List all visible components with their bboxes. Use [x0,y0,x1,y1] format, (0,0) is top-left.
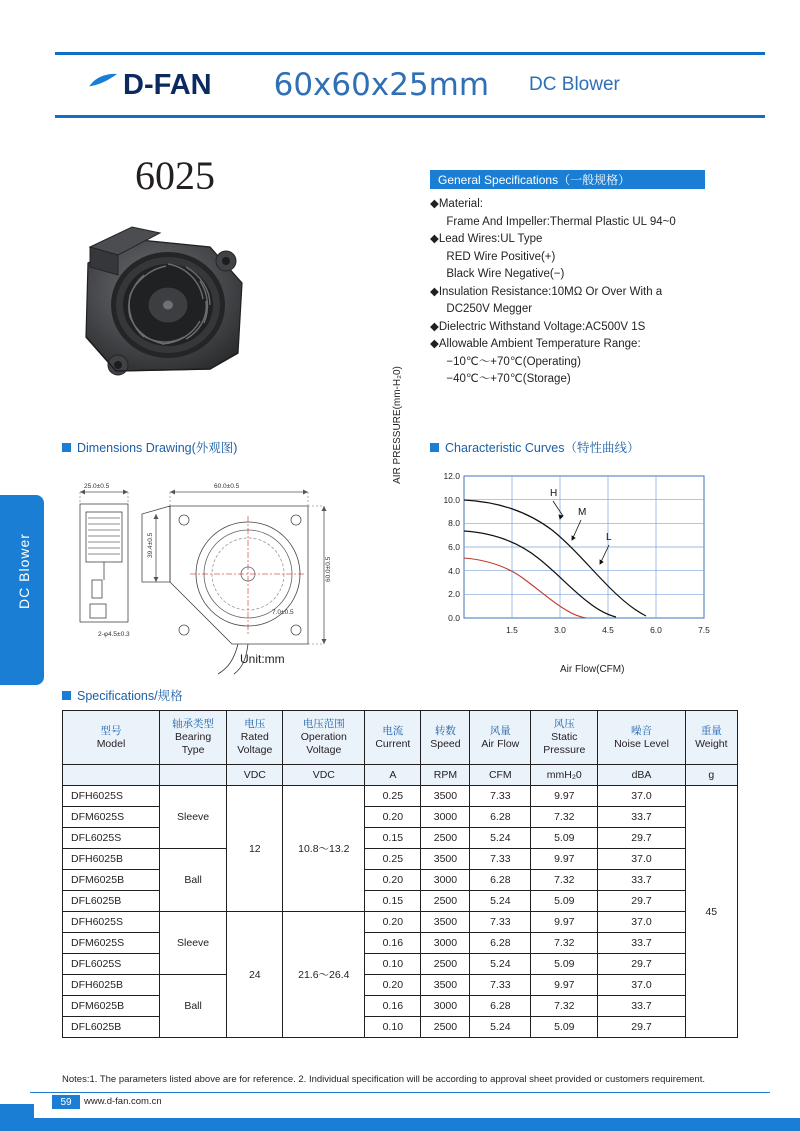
th-weight [685,711,737,765]
dimensions-unit-label: Unit:mm [240,652,285,666]
cell-speed: 3000 [421,933,470,954]
th-weight-cn: 重量 [700,724,722,737]
cell-air-flow: 6.28 [470,870,531,891]
th-static-pressure-cn: 风压 [553,718,575,730]
cell-current: 0.16 [365,933,421,954]
svg-text:10.0: 10.0 [443,495,460,505]
general-specifications-body [430,196,760,389]
cell-speed: 2500 [421,891,470,912]
dimensions-drawing [62,462,402,677]
cell-bearing: Sleeve [160,912,227,975]
cell-static-pressure: 7.32 [531,996,598,1017]
th-noise-cn: 噪音 [631,724,652,737]
th-noise [598,711,685,765]
table-body [63,786,738,1038]
gs-line: Black Wire Negative(−) [440,268,565,280]
cell-static-pressure: 5.09 [531,1017,598,1038]
cell-air-flow: 7.33 [470,975,531,996]
table-header-row [63,711,738,765]
svg-text:4.0: 4.0 [448,566,460,576]
cell-operation-voltage: 21.6～26.4 [283,912,365,1038]
cell-model: DFL6025B [63,1017,160,1038]
cell-noise: 33.7 [598,933,685,954]
gs-line: −40℃～+70℃(Storage) [440,373,571,385]
d-fan-leaf-icon [85,70,119,100]
th-speed-en: Speed [430,737,461,750]
cell-current: 0.20 [365,912,421,933]
unit-bearing [160,765,227,786]
svg-text:4.5: 4.5 [602,625,614,635]
gs-line: ◆Dielectric Withstand Voltage:AC500V 1S [430,320,646,333]
curve-label-m: M [578,507,587,518]
th-current-en: Current [375,737,411,750]
cell-current: 0.10 [365,1017,421,1038]
cell-speed: 3500 [421,786,470,807]
th-air-flow [470,711,531,765]
unit-model [63,765,160,786]
svg-text:12.0: 12.0 [443,471,460,481]
cell-model: DFL6025B [63,891,160,912]
cell-current: 0.15 [365,891,421,912]
cell-speed: 3000 [421,870,470,891]
th-rated-voltage-en2: Voltage [237,744,273,756]
th-bearing-en: Bearing [174,731,212,743]
th-rated-voltage-cn: 电压 [244,718,266,730]
side-tab-dc-blower [0,495,44,685]
chart-x-axis-label: Air Flow(CFM) [560,664,625,675]
table-row [63,849,738,870]
cell-speed: 3500 [421,912,470,933]
curves-section-title [430,438,639,456]
curve-label-l: L [606,532,612,543]
specifications-table [62,710,738,1038]
model-number: 6025 [135,153,215,198]
cell-noise: 37.0 [598,912,685,933]
gs-line: ◆Material: [430,198,483,210]
svg-text:0.0: 0.0 [448,613,460,623]
th-noise-en: Noise Level [614,737,669,750]
th-operation-voltage-en: Operation [300,731,347,743]
cell-noise: 33.7 [598,807,685,828]
cell-static-pressure: 9.97 [531,849,598,870]
cell-model: DFL6025S [63,954,160,975]
product-photo [60,205,260,395]
dim-label-width: 60.0±0.5 [214,483,240,490]
unit-current: A [365,765,421,786]
cell-speed: 2500 [421,828,470,849]
cell-speed: 3000 [421,996,470,1017]
table-row [63,975,738,996]
dim-label-thickness: 25.0±0.5 [84,483,110,490]
gs-line: Frame And Impeller:Thermal Plastic UL 94~0 [440,215,676,228]
cell-current: 0.20 [365,975,421,996]
cell-air-flow: 6.28 [470,933,531,954]
cell-model: DFL6025S [63,828,160,849]
cell-model: DFH6025B [63,975,160,996]
gs-line: ◆Lead Wires:UL Type [430,233,543,245]
square-bullet-icon [62,443,71,452]
cell-static-pressure: 7.32 [531,870,598,891]
cell-static-pressure: 7.32 [531,807,598,828]
footer-divider [30,1092,770,1093]
notes-text: Notes:1. The parameters listed above are for reference. 2. Individual specification will be according to approval sheet provided or customers requirement. [62,1074,705,1085]
cell-noise: 33.7 [598,996,685,1017]
th-operation-voltage-en2: Voltage [306,744,342,756]
svg-text:1.5: 1.5 [506,625,518,635]
cell-model: DFM6025S [63,933,160,954]
cell-air-flow: 7.33 [470,786,531,807]
gs-line: −10℃～+70℃(Operating) [440,355,581,368]
svg-text:6.0: 6.0 [650,625,662,635]
dim-label-inner: 39.4±0.5 [147,532,154,558]
chart-y-axis-label: AIR PRESSURE(mm-H₂0) [392,366,403,484]
dimensions-title-label: Dimensions Drawing(外观图) [77,441,238,455]
th-bearing-en2: Type [181,744,205,756]
th-weight-en: Weight [695,737,728,750]
cell-weight: 45 [685,786,737,1038]
cell-current: 0.20 [365,807,421,828]
unit-speed: RPM [421,765,470,786]
dimensions-section-title [62,438,237,456]
brand-logo [85,69,212,102]
th-static-pressure-en: Static [551,731,578,743]
cell-air-flow: 5.24 [470,1017,531,1038]
cell-noise: 33.7 [598,870,685,891]
th-static-pressure [531,711,598,765]
th-current-cn: 电流 [382,724,404,737]
cell-model: DFM6025B [63,870,160,891]
cell-noise: 29.7 [598,828,685,849]
unit-air-flow: CFM [470,765,531,786]
unit-rated-voltage: VDC [227,765,283,786]
cell-model: DFH6025S [63,912,160,933]
brand-name: D-FAN [123,68,212,101]
table-row [63,786,738,807]
square-bullet-icon [62,691,71,700]
unit-noise: dBA [598,765,685,786]
cell-static-pressure: 5.09 [531,828,598,849]
cell-current: 0.20 [365,870,421,891]
square-bullet-icon [430,443,439,452]
footer-bar [0,1118,800,1131]
dim-label-height: 60.0±0.5 [325,556,332,582]
cell-speed: 2500 [421,1017,470,1038]
unit-operation-voltage: VDC [283,765,365,786]
footer-corner-tab [0,1104,34,1118]
th-rated-voltage-en: Rated [240,731,269,743]
cell-air-flow: 5.24 [470,954,531,975]
cell-model: DFH6025S [63,786,160,807]
cell-noise: 29.7 [598,1017,685,1038]
svg-text:8.0: 8.0 [448,518,460,528]
cell-static-pressure: 5.09 [531,891,598,912]
dim-label-holes: 2-φ4.5±0.3 [98,631,130,638]
header-size-title: 60x60x25mm [273,67,490,103]
th-bearing [160,711,227,765]
cell-speed: 3500 [421,975,470,996]
th-air-flow-en: Air Flow [481,737,520,750]
header-product-type: DC Blower [529,74,620,95]
page-header [55,52,765,118]
unit-static-pressure: mmH₂0 [531,765,598,786]
curve-label-h: H [550,488,558,499]
gs-line: RED Wire Positive(+) [440,250,556,263]
table-row [63,912,738,933]
th-model [63,711,160,765]
cell-noise: 37.0 [598,975,685,996]
side-tab-label: DC Blower [16,533,32,609]
cell-current: 0.25 [365,786,421,807]
svg-text:2.0: 2.0 [448,589,460,599]
cell-noise: 37.0 [598,849,685,870]
cell-air-flow: 7.33 [470,849,531,870]
table-units-row [63,765,738,786]
cell-speed: 3000 [421,807,470,828]
page-number: 59 [52,1095,80,1109]
table-header [63,711,738,786]
th-model-cn: 型号 [100,724,122,737]
cell-air-flow: 6.28 [470,996,531,1017]
cell-bearing: Ball [160,849,227,912]
gs-line: ◆Allowable Ambient Temperature Range: [430,338,641,350]
cell-model: DFM6025S [63,807,160,828]
cell-air-flow: 5.24 [470,828,531,849]
cell-air-flow: 5.24 [470,891,531,912]
dim-label-mount: 7.0±0.5 [272,609,294,616]
th-operation-voltage [283,711,365,765]
cell-model: DFH6025B [63,849,160,870]
th-current [365,711,421,765]
svg-text:3.0: 3.0 [554,625,566,635]
cell-rated-voltage: 12 [227,786,283,912]
cell-noise: 29.7 [598,954,685,975]
specifications-title-label: Specifications/规格 [77,689,183,703]
specifications-section-title [62,686,183,704]
svg-text:7.5: 7.5 [698,625,710,635]
th-model-en: Model [96,737,126,750]
gs-line: DC250V Megger [440,303,533,315]
cell-current: 0.25 [365,849,421,870]
curves-title-label: Characteristic Curves（特性曲线） [445,441,640,455]
unit-weight: g [685,765,737,786]
cell-noise: 29.7 [598,891,685,912]
cell-static-pressure: 9.97 [531,912,598,933]
cell-air-flow: 7.33 [470,912,531,933]
th-static-pressure-en2: Pressure [543,744,586,756]
cell-current: 0.16 [365,996,421,1017]
cell-bearing: Ball [160,975,227,1038]
th-bearing-cn: 轴承类型 [172,718,215,730]
cell-static-pressure: 9.97 [531,975,598,996]
cell-operation-voltage: 10.8～13.2 [283,786,365,912]
th-operation-voltage-cn: 电压范围 [302,718,345,730]
th-air-flow-cn: 风量 [489,724,511,737]
th-rated-voltage [227,711,283,765]
svg-text:6.0: 6.0 [448,542,460,552]
cell-model: DFM6025B [63,996,160,1017]
cell-speed: 2500 [421,954,470,975]
cell-current: 0.15 [365,828,421,849]
th-speed [421,711,470,765]
cell-static-pressure: 5.09 [531,954,598,975]
cell-static-pressure: 9.97 [531,786,598,807]
website-url: www.d-fan.com.cn [84,1096,162,1107]
cell-bearing: Sleeve [160,786,227,849]
gs-line: ◆Insulation Resistance:10MΩ Or Over With a [430,285,663,298]
cell-speed: 3500 [421,849,470,870]
th-speed-cn: 转数 [434,724,456,737]
cell-air-flow: 6.28 [470,807,531,828]
characteristic-curves-chart [420,468,720,668]
cell-noise: 37.0 [598,786,685,807]
cell-current: 0.10 [365,954,421,975]
general-specifications-title: General Specifications（一般规格） [430,170,705,189]
cell-static-pressure: 7.32 [531,933,598,954]
cell-rated-voltage: 24 [227,912,283,1038]
